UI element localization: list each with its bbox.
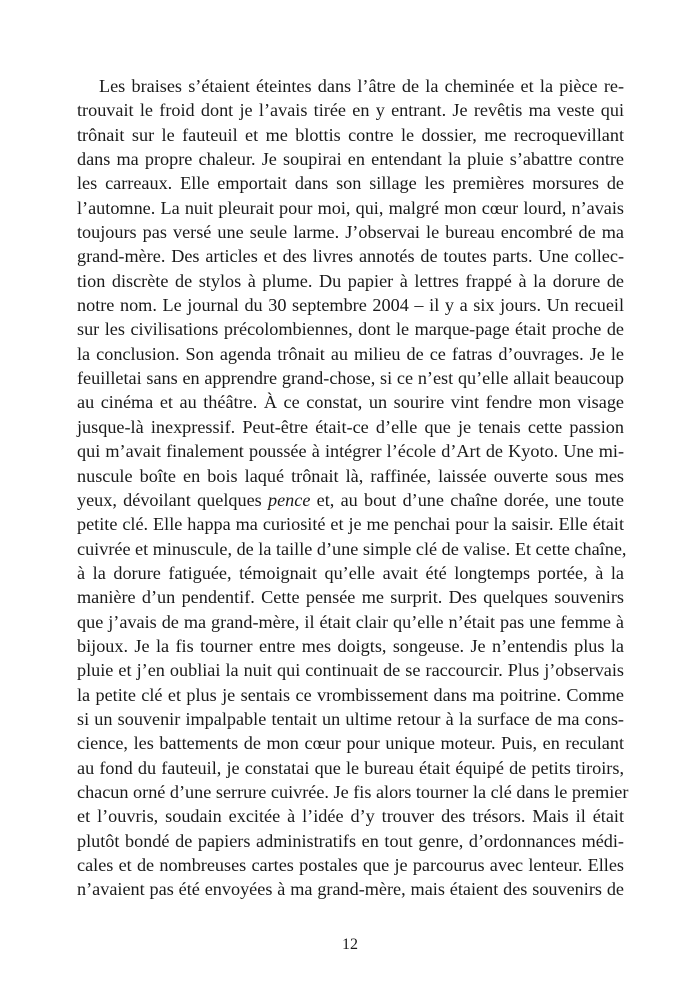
text-line: sur les civilisations précolombiennes, dont le marque-page était proche de (77, 319, 624, 340)
text-line: n’avaient pas été envoyées à ma grand-mère, mais étaient des souvenirs de (77, 879, 624, 900)
text-line: pluie et j’en oubliai la nuit qui continuait de se raccourcir. Plus j’observais (77, 660, 624, 681)
text-segment: yeux, dévoilant quelques (77, 489, 268, 510)
text-line: et l’ouvris, soudain excitée à l’idée d’y trouver des trésors. Mais il était (77, 806, 624, 827)
text-line: trouvait le froid dont je l’avais tirée en y entrant. Je revêtis ma veste qui (77, 100, 624, 121)
page-number: 12 (342, 936, 358, 953)
text-line: qui m’avait finalement poussée à intégrer l’école d’Art de Kyoto. Une mi- (77, 441, 624, 462)
text-line: trônait sur le fauteuil et me blottis contre le dossier, me recroquevillant (77, 124, 624, 145)
body-paragraph (77, 74, 629, 902)
text-line: la conclusion. Son agenda trônait au milieu de ce fatras d’ouvrages. Je le (77, 343, 624, 364)
text-line: la petite clé et plus je sentais ce vrombissement dans ma poitrine. Comme (77, 684, 624, 705)
text-line: au cinéma et au théâtre. À ce constat, un sourire vint fendre mon visage (77, 392, 624, 413)
text-line: Les braises s’étaient éteintes dans l’âtre de la cheminée et la pièce re- (99, 76, 624, 96)
text-line: les carreaux. Elle emportait dans son sillage les premières morsures de (77, 173, 624, 194)
italic-word: pence (267, 489, 311, 510)
text-line: cales et de nombreuses cartes postales que je parcourus avec lenteur. Elles (77, 855, 624, 875)
text-line: plutôt bondé de papiers administratifs en tout genre, d’ordonnances médi- (77, 830, 624, 851)
text-line: à la dorure fatiguée, témoignait qu’elle avait été longtemps portée, à la (77, 562, 624, 583)
text-line: cience, les battements de mon cœur pour unique moteur. Puis, en reculant (77, 733, 624, 754)
text-line: que j’avais de ma grand-mère, il était clair qu’elle n’était pas une femme à (77, 611, 624, 632)
text-line: grand-mère. Des articles et des livres annotés de toutes parts. Une collec- (77, 246, 624, 267)
text-line: tion discrète de stylos à plume. Du papier à lettres frappé à la dorure de (77, 270, 624, 291)
text-line: l’automne. La nuit pleurait pour moi, qui, malgré mon cœur lourd, n’avais (77, 197, 624, 218)
text-line (77, 488, 624, 512)
text-line: nuscule boîte en bois laqué trônait là, raffinée, laissée ouverte sous mes (77, 465, 624, 486)
text-line: bijoux. Je la fis tourner entre mes doigts, songeuse. Je n’entendis plus la (77, 635, 624, 656)
text-line: manière d’un pendentif. Cette pensée me surprit. Des quelques souvenirs (77, 587, 624, 608)
text-line: chacun orné d’une serrure cuivrée. Je fis alors tourner la clé dans le premier (77, 781, 629, 802)
text-segment: et, au bout d’une chaîne dorée, une toute (310, 489, 624, 510)
text-line: feuilletai sans en apprendre grand-chose, si ce n’est qu’elle allait beaucoup (77, 368, 624, 389)
text-line: au fond du fauteuil, je constatai que le bureau était équipé de petits tiroirs, (77, 757, 624, 778)
text-line: jusque-là inexpressif. Peut-être était-ce d’elle que je tenais cette passion (77, 416, 624, 437)
text-line: si un souvenir impalpable tentait un ultime retour à la surface de ma cons- (77, 708, 624, 729)
text-line: notre nom. Le journal du 30 septembre 2004 – il y a six jours. Un recueil (77, 295, 624, 316)
text-line: toujours pas versé une seule larme. J’observai le bureau encombré de ma (77, 222, 624, 243)
text-line: dans ma propre chaleur. Je soupirai en entendant la pluie s’abattre contre (77, 149, 624, 170)
text-line: petite clé. Elle happa ma curiosité et je me penchai pour la saisir. Elle était (77, 514, 624, 535)
text-line: cuivrée et minuscule, de la taille d’une simple clé de valise. Et cette chaîne, (77, 538, 627, 559)
